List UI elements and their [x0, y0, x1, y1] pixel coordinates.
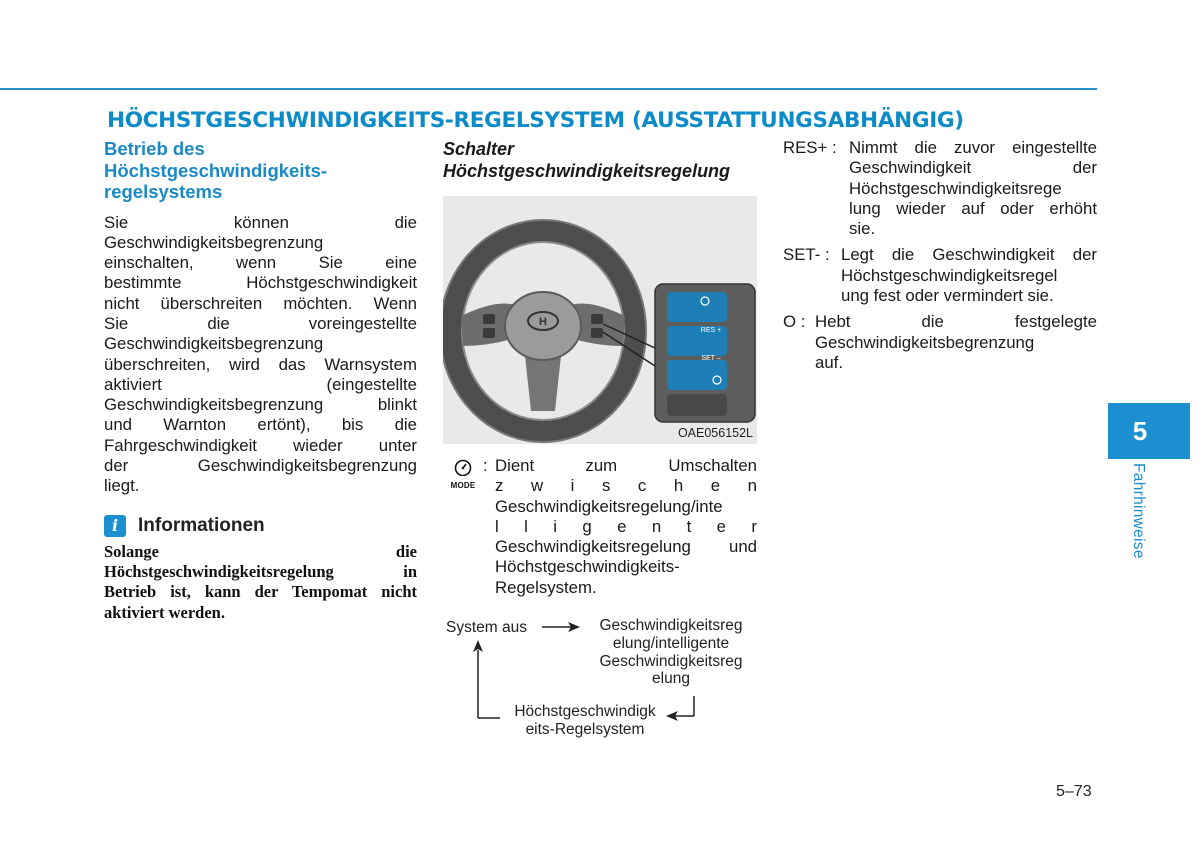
mode-colon: :: [483, 456, 488, 475]
text-line: Höchstgeschwindigkeitsrege: [849, 178, 1062, 198]
section-title: HÖCHSTGESCHWINDIGKEITS-REGELSYSTEM (AUSSTATTUNGSABHÄNGIG): [107, 108, 964, 133]
text-line: Geschwindigkeitsbegrenzung: [104, 232, 324, 252]
text-line: Geschwindigkeitsbegrenzung: [815, 332, 1035, 352]
text-line: Geschwindigkeitsregelung/inte: [495, 496, 723, 516]
info-body: [104, 542, 417, 623]
mode-icon-label: MODE: [450, 481, 476, 490]
definition-term: O :: [783, 312, 806, 332]
text-line: Regelsystem.: [495, 577, 597, 597]
definition-cancel: [783, 312, 1097, 373]
text-line: liegt.: [104, 476, 140, 496]
definition-term: SET- :: [783, 245, 830, 265]
mode-text: [495, 456, 757, 598]
text-line: Geschwindigkeitsregelung und: [495, 537, 757, 557]
text-line: Sie können die: [104, 212, 417, 232]
flow-system-off: System aus: [446, 619, 527, 636]
text-line: sie.: [849, 219, 876, 239]
info-line: Betrieb ist, kann der Tempomat nicht: [104, 582, 417, 602]
text-line: aktiviert (eingestellte: [104, 374, 417, 394]
flow-cruise-line: Geschwindigkeitsreg: [599, 653, 743, 670]
text-line: nicht überschreiten möchten. Wenn: [104, 293, 417, 313]
info-line: Höchstgeschwindigkeitsregelung in: [104, 561, 417, 581]
text-line: lung wieder auf oder erhöht: [849, 198, 1097, 218]
definition-set: [783, 245, 1097, 306]
text-line: Geschwindigkeitsbegrenzung: [104, 334, 324, 354]
definition-term: RES+ :: [783, 138, 837, 157]
steering-wheel-figure: [443, 196, 757, 444]
text-line: Geschwindigkeit der: [849, 158, 1097, 178]
text-line: Fahrgeschwindigkeit wieder unter: [104, 435, 417, 455]
set-button-label: SET –: [701, 355, 721, 362]
definition-text: [815, 312, 1097, 373]
text-line: l l i g e n t e r: [495, 516, 757, 536]
heading-line: regelsystems: [104, 181, 223, 202]
info-title: Informationen: [138, 514, 265, 536]
text-line: Legt die Geschwindigkeit der: [841, 245, 1097, 265]
speedometer-mode-icon: [445, 458, 481, 490]
column-left: [104, 138, 417, 623]
text-line: Nimmt die zuvor eingestellte: [849, 138, 1097, 157]
column-middle: [443, 138, 759, 182]
flow-limiter-line: Höchstgeschwindigk: [514, 703, 656, 720]
heading-line: Höchstgeschwindigkeitsregelung: [443, 161, 731, 181]
header-rule: [0, 88, 1097, 90]
info-header: [104, 515, 417, 537]
logo-text: H: [539, 316, 547, 328]
text-line: Hebt die festgelegte: [815, 312, 1097, 332]
text-line: Geschwindigkeitsbegrenzung blinkt: [104, 395, 417, 415]
flow-cruise-line: Geschwindigkeitsreg: [599, 617, 743, 634]
info-icon: i: [104, 515, 126, 537]
text-line: der Geschwindigkeitsbegrenzung: [104, 456, 417, 476]
text-line: Höchstgeschwindigkeitsregel: [841, 265, 1058, 285]
body-paragraph: [104, 213, 417, 497]
text-line: Sie die voreingestellte: [104, 313, 417, 333]
heading-line: Schalter: [443, 139, 515, 159]
text-line: Dient zum Umschalten: [495, 456, 757, 475]
text-line: ung fest oder vermindert sie.: [841, 286, 1054, 306]
text-line: einschalten, wenn Sie eine: [104, 253, 417, 273]
text-line: bestimmte Höchstgeschwindigkeit: [104, 273, 417, 293]
gauge-icon: [453, 458, 473, 476]
text-line: auf.: [815, 352, 843, 372]
definition-res: [783, 138, 1097, 239]
heading-line: Höchstgeschwindigkeits-: [104, 159, 328, 181]
flow-cruise-line: elung/intelligente: [612, 635, 730, 652]
mode-flow-diagram: [440, 608, 760, 748]
flow-limiter-line: eits-Regelsystem: [525, 721, 645, 738]
info-line: aktiviert werden.: [104, 602, 225, 622]
chapter-label: Fahrhinweise: [1130, 463, 1147, 559]
text-line: und Warnton ertönt), bis die: [104, 415, 417, 435]
flow-cruise-line: elung: [652, 670, 690, 687]
res-button-label: RES +: [700, 327, 722, 334]
definition-text: [849, 138, 1097, 239]
chapter-tab: 5: [1108, 403, 1190, 459]
info-line: Solange die: [104, 541, 417, 561]
text-line: Höchstgeschwindigkeits-: [495, 557, 680, 577]
column-right: [783, 138, 1097, 379]
figure-caption: OAE056152L: [677, 426, 753, 440]
figure-heading: [443, 138, 759, 182]
steering-wheel-illustration: [443, 196, 757, 444]
definition-text: [841, 245, 1097, 306]
text-line: z w i s c h e n: [495, 476, 757, 496]
text-line: überschreiten, wird das Warnsystem: [104, 354, 417, 374]
heading-line: Betrieb des: [104, 138, 205, 159]
subsection-heading: [104, 138, 417, 203]
page-number: 5–73: [1056, 783, 1092, 800]
